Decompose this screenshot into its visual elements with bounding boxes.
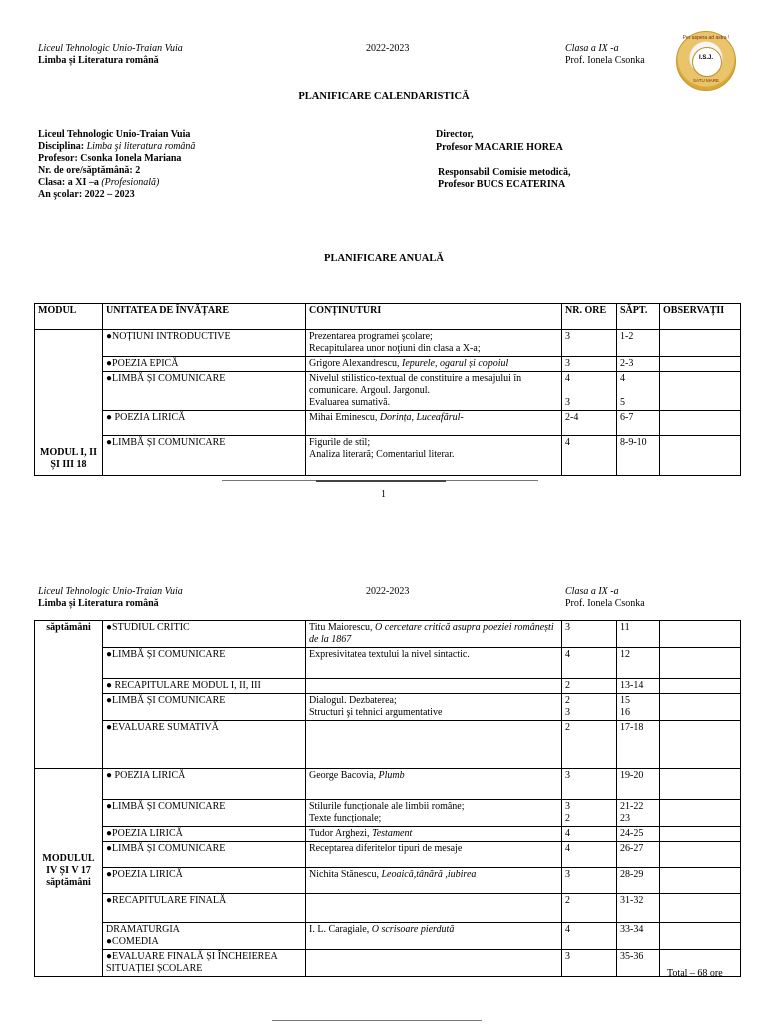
page-number: 1 bbox=[381, 489, 386, 500]
table-row bbox=[35, 950, 741, 977]
content-text: Titu Maiorescu, bbox=[309, 622, 376, 633]
unit-cell: ●LIMBĂ ȘI COMUNICARE bbox=[103, 648, 306, 679]
content-title: Testament bbox=[372, 828, 413, 839]
page-subtitle: PLANIFICARE ANUALĂ bbox=[324, 253, 444, 264]
content-cell bbox=[306, 721, 562, 769]
header2-year: 2022-2023 bbox=[366, 586, 410, 597]
table-row bbox=[35, 330, 741, 357]
observations-cell bbox=[660, 923, 741, 950]
header2-school: Liceul Tehnologic Unio-Traian Vuia bbox=[38, 586, 183, 597]
unit-cell: ●LIMBĂ ȘI COMUNICARE bbox=[103, 372, 306, 411]
unit-cell: ●POEZIA LIRICĂ bbox=[103, 868, 306, 894]
content-text: Recapitularea unor noţiuni din clasa a X-a; bbox=[309, 343, 481, 354]
observations-cell bbox=[660, 648, 741, 679]
col-header-weeks: SĂPT. bbox=[617, 304, 660, 330]
header2-class: Clasa a IX -a bbox=[565, 586, 619, 597]
unit-cell: ●EVALUARE SUMATIVĂ bbox=[103, 721, 306, 769]
weeks-cell: 35-36 bbox=[617, 950, 660, 977]
col-header-unit: UNITATEA DE ÎNVĂȚARE bbox=[103, 304, 306, 330]
header-teacher: Prof. Ionela Csonka bbox=[565, 55, 645, 66]
content-cell bbox=[306, 621, 562, 648]
content-cell bbox=[306, 436, 562, 476]
unit-cell: ●STUDIUL CRITIC bbox=[103, 621, 306, 648]
observations-cell bbox=[660, 769, 741, 800]
content-title: Leoaică,tânără ,iubirea bbox=[381, 869, 477, 880]
content-text: Mihai Eminescu, bbox=[309, 412, 380, 423]
hours-cell: 2 bbox=[562, 679, 617, 694]
content-text: Figurile de stil; bbox=[309, 437, 371, 448]
content-text: Stilurile funcționale ale limbii române; bbox=[309, 801, 465, 812]
content-text: I. L. Caragiale, bbox=[309, 924, 372, 935]
table-row bbox=[35, 621, 741, 648]
logo-ring-text: Per aspera ad astra ! bbox=[682, 35, 730, 41]
content-cell bbox=[306, 923, 562, 950]
content-cell bbox=[306, 868, 562, 894]
content-cell bbox=[306, 769, 562, 800]
content-cell bbox=[306, 357, 562, 372]
weeks-cell: 24-25 bbox=[617, 827, 660, 842]
content-cell bbox=[306, 800, 562, 827]
info-school: Liceul Tehnologic Unio-Traian Vuia bbox=[38, 129, 191, 140]
unit-cell: ●POEZIA EPICĂ bbox=[103, 357, 306, 372]
hours-cell: 4 bbox=[562, 827, 617, 842]
content-text: Nivelul stilistico-textual de constituire a mesajului în comunicare. Argoul. Jargonul. bbox=[309, 373, 522, 396]
hours-cell: 4 bbox=[562, 648, 617, 679]
content-cell bbox=[306, 411, 562, 436]
weeks-cell: 17-18 bbox=[617, 721, 660, 769]
unit-cell: ●NOȚIUNI INTRODUCTIVE bbox=[103, 330, 306, 357]
info-discipline: Disciplina: Limba şi literatura română bbox=[38, 141, 196, 152]
content-text: George Bacovia, bbox=[309, 770, 379, 781]
unit-cell: ●LIMBĂ ȘI COMUNICARE bbox=[103, 694, 306, 721]
observations-cell bbox=[660, 842, 741, 868]
weeks-cell: 26-27 bbox=[617, 842, 660, 868]
info-left bbox=[38, 129, 338, 201]
weeks-cell: 15 16 bbox=[617, 694, 660, 721]
info-class: Clasa: a XI –a (Profesională) bbox=[38, 177, 160, 188]
content-cell bbox=[306, 894, 562, 923]
module-cell-top: săptămâni bbox=[35, 621, 103, 769]
observations-cell bbox=[660, 621, 741, 648]
content-cell bbox=[306, 648, 562, 679]
table-row bbox=[35, 868, 741, 894]
table-header-row bbox=[35, 304, 741, 330]
content-cell bbox=[306, 372, 562, 411]
content-text: Receptarea diferitelor tipuri de mesaje bbox=[309, 843, 463, 854]
col-header-content: CONȚINUTURI bbox=[306, 304, 562, 330]
page-title: PLANIFICARE CALENDARISTICĂ bbox=[298, 91, 470, 102]
col-header-module: MODUL bbox=[35, 304, 103, 330]
content-title: O scrisoare pierdută bbox=[371, 924, 455, 935]
hours-cell: 2 3 bbox=[562, 694, 617, 721]
weeks-cell: 28-29 bbox=[617, 868, 660, 894]
hours-cell: 3 bbox=[562, 621, 617, 648]
header2-teacher: Prof. Ionela Csonka bbox=[565, 598, 645, 609]
content-text: Evaluarea sumativă. bbox=[309, 397, 391, 408]
weeks-cell: 1-2 bbox=[617, 330, 660, 357]
table-row bbox=[35, 800, 741, 827]
table-row bbox=[35, 411, 741, 436]
weeks-cell: 33-34 bbox=[617, 923, 660, 950]
page-separator-2 bbox=[272, 1020, 482, 1021]
planning-table-1 bbox=[34, 303, 741, 476]
unit-cell: ●LIMBĂ ȘI COMUNICARE bbox=[103, 842, 306, 868]
planning-table-2 bbox=[34, 620, 741, 977]
hours-cell: 3 bbox=[562, 330, 617, 357]
weeks-cell: 11 bbox=[617, 621, 660, 648]
content-cell bbox=[306, 330, 562, 357]
unit-cell: ●LIMBĂ ȘI COMUNICARE bbox=[103, 800, 306, 827]
weeks-cell: 13-14 bbox=[617, 679, 660, 694]
col-header-observations: OBSERVAȚII bbox=[660, 304, 741, 330]
unit-cell: ● RECAPITULARE MODUL I, II, III bbox=[103, 679, 306, 694]
comisie-name: Profesor BUCS ECATERINA bbox=[438, 179, 566, 190]
content-cell bbox=[306, 679, 562, 694]
weeks-cell: 8-9-10 bbox=[617, 436, 660, 476]
unit-cell: DRAMATURGIA ●COMEDIA bbox=[103, 923, 306, 950]
observations-cell bbox=[660, 800, 741, 827]
content-text: Expresivitatea textului la nivel sintactic. bbox=[309, 649, 470, 660]
total-hours: Total – 68 ore bbox=[667, 968, 723, 979]
info-school-year: An şcolar: 2022 – 2023 bbox=[38, 189, 135, 200]
table-row bbox=[35, 827, 741, 842]
table-row bbox=[35, 357, 741, 372]
observations-cell bbox=[660, 894, 741, 923]
hours-cell: 3 bbox=[562, 950, 617, 977]
content-text: Texte funcționale; bbox=[309, 813, 382, 824]
hours-cell: 2 bbox=[562, 721, 617, 769]
table-row bbox=[35, 894, 741, 923]
observations-cell bbox=[660, 436, 741, 476]
observations-cell bbox=[660, 827, 741, 842]
weeks-cell: 6-7 bbox=[617, 411, 660, 436]
observations-cell bbox=[660, 721, 741, 769]
unit-cell: ● POEZIA LIRICĂ bbox=[103, 769, 306, 800]
header2-subject: Limba și Literatura română bbox=[38, 598, 159, 609]
observations-cell bbox=[660, 357, 741, 372]
content-cell bbox=[306, 827, 562, 842]
table-row bbox=[35, 436, 741, 476]
observations-cell bbox=[660, 372, 741, 411]
observations-cell bbox=[660, 694, 741, 721]
content-text: Nichita Stănescu, bbox=[309, 869, 382, 880]
hours-cell: 4 bbox=[562, 436, 617, 476]
header-class: Clasa a IX -a bbox=[565, 43, 619, 54]
hours-cell: 3 bbox=[562, 868, 617, 894]
isj-emblem-icon bbox=[676, 31, 736, 91]
table-row bbox=[35, 721, 741, 769]
observations-cell bbox=[660, 330, 741, 357]
table-row bbox=[35, 842, 741, 868]
hours-cell: 4 bbox=[562, 923, 617, 950]
logo-center-text: I.S.J. bbox=[698, 55, 713, 61]
table-row bbox=[35, 923, 741, 950]
hours-cell: 4 bbox=[562, 842, 617, 868]
hours-cell: 4 3 bbox=[562, 372, 617, 411]
logo-bottom-text: SATU MARE bbox=[693, 78, 719, 83]
unit-cell: ●RECAPITULARE FINALĂ bbox=[103, 894, 306, 923]
content-text: Grigore Alexandrescu, bbox=[309, 358, 403, 369]
content-cell bbox=[306, 694, 562, 721]
weeks-cell: 4 5 bbox=[617, 372, 660, 411]
header-subject: Limba și Literatura română bbox=[38, 55, 159, 66]
hours-cell: 3 2 bbox=[562, 800, 617, 827]
director-label: Director, bbox=[436, 129, 474, 140]
weeks-cell: 31-32 bbox=[617, 894, 660, 923]
content-title: Plumb bbox=[378, 770, 405, 781]
table-row bbox=[35, 679, 741, 694]
content-text: Tudor Arghezi, bbox=[309, 828, 373, 839]
content-text: Structuri şi tehnici argumentative bbox=[309, 707, 443, 718]
header-school: Liceul Tehnologic Unio-Traian Vuia bbox=[38, 43, 183, 54]
weeks-cell: 19-20 bbox=[617, 769, 660, 800]
content-cell bbox=[306, 842, 562, 868]
observations-cell bbox=[660, 868, 741, 894]
content-title: Iepurele, ogarul și copoiul bbox=[402, 358, 509, 369]
info-teacher: Profesor: Csonka Ionela Mariana bbox=[38, 153, 182, 164]
content-cell bbox=[306, 950, 562, 977]
comisie-label: Responsabil Comisie metodică, bbox=[438, 167, 571, 178]
col-header-hours: NR. ORE bbox=[562, 304, 617, 330]
unit-cell: ●LIMBĂ ȘI COMUNICARE bbox=[103, 436, 306, 476]
table-row bbox=[35, 694, 741, 721]
module-cell: MODUL I, II ȘI III 18 bbox=[35, 330, 103, 476]
header-year: 2022-2023 bbox=[366, 43, 410, 54]
unit-cell: ● POEZIA LIRICĂ bbox=[103, 411, 306, 436]
weeks-cell: 21-22 23 bbox=[617, 800, 660, 827]
observations-cell bbox=[660, 679, 741, 694]
hours-cell: 2 bbox=[562, 894, 617, 923]
content-text: Prezentarea programei şcolare; bbox=[309, 331, 433, 342]
content-text: Analiza literară; Comentariul literar. bbox=[309, 449, 455, 460]
page-separator-center bbox=[316, 480, 446, 482]
director-name: Profesor MACARIE HOREA bbox=[436, 142, 563, 153]
module-cell-bottom: MODULUL IV ȘI V 17 săptămâni bbox=[35, 769, 103, 977]
hours-cell: 3 bbox=[562, 357, 617, 372]
table-row bbox=[35, 769, 741, 800]
content-title: O cercetare critică asupra poeziei românești de la 1867 bbox=[309, 622, 554, 645]
unit-cell: ●POEZIA LIRICĂ bbox=[103, 827, 306, 842]
content-title: Dorința, Luceafărul- bbox=[379, 412, 464, 423]
table-row bbox=[35, 648, 741, 679]
hours-cell: 3 bbox=[562, 769, 617, 800]
weeks-cell: 12 bbox=[617, 648, 660, 679]
hours-cell: 2-4 bbox=[562, 411, 617, 436]
unit-cell: ●EVALUARE FINALĂ ȘI ÎNCHEIEREA SITUAȚIEI ȘCOLARE bbox=[103, 950, 306, 977]
content-text: Dialogul. Dezbaterea; bbox=[309, 695, 397, 706]
weeks-cell: 2-3 bbox=[617, 357, 660, 372]
table-row bbox=[35, 372, 741, 411]
observations-cell bbox=[660, 411, 741, 436]
info-hours: Nr. de ore/săptămână: 2 bbox=[38, 165, 141, 176]
